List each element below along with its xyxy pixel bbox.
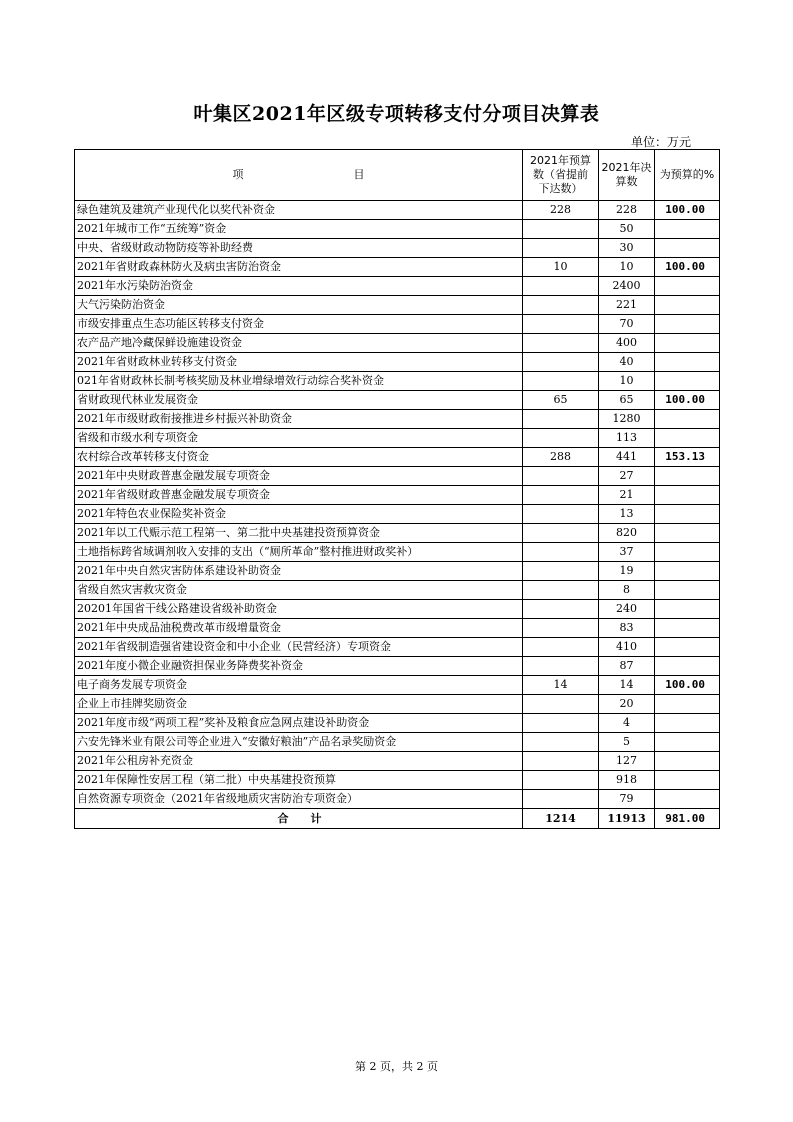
row-ratio — [655, 220, 720, 239]
table-row — [75, 790, 720, 809]
row-ratio — [655, 524, 720, 543]
row-ratio — [655, 486, 720, 505]
row-ratio — [655, 714, 720, 733]
row-ratio — [655, 562, 720, 581]
row-name: 中央、省级财政动物防疫等补助经费 — [75, 239, 523, 258]
row-ratio — [655, 277, 720, 296]
page-footer: 第 2 页，共 2 页 — [355, 1060, 438, 1073]
row-final: 13 — [599, 505, 655, 524]
total-label: 合 计 — [75, 809, 523, 829]
table-row — [75, 733, 720, 752]
row-name: 省财政现代林业发展资金 — [75, 391, 523, 410]
row-final: 113 — [599, 429, 655, 448]
row-budget: 288 — [523, 448, 599, 467]
row-budget — [523, 524, 599, 543]
row-ratio — [655, 505, 720, 524]
row-final: 87 — [599, 657, 655, 676]
row-final: 918 — [599, 771, 655, 790]
table-row — [75, 657, 720, 676]
row-budget — [523, 695, 599, 714]
row-budget — [523, 543, 599, 562]
row-ratio — [655, 733, 720, 752]
row-budget: 14 — [523, 676, 599, 695]
row-name: 2021年市级财政衔接推进乡村振兴补助资金 — [75, 410, 523, 429]
row-ratio — [655, 600, 720, 619]
row-name: 电子商务发展专项资金 — [75, 676, 523, 695]
row-budget — [523, 220, 599, 239]
row-ratio — [655, 372, 720, 391]
row-ratio: 153.13 — [655, 448, 720, 467]
row-name: 2021年特色农业保险奖补资金 — [75, 505, 523, 524]
row-name: 021年省财政林长制考核奖励及林业增绿增效行动综合奖补资金 — [75, 372, 523, 391]
row-ratio: 100.00 — [655, 676, 720, 695]
row-final: 27 — [599, 467, 655, 486]
table-row — [75, 315, 720, 334]
row-final: 4 — [599, 714, 655, 733]
row-ratio — [655, 619, 720, 638]
total-row — [75, 809, 720, 829]
row-name: 六安先锋米业有限公司等企业进入“安徽好粮油”产品名录奖励资金 — [75, 733, 523, 752]
row-budget — [523, 353, 599, 372]
table-row — [75, 543, 720, 562]
row-budget — [523, 657, 599, 676]
row-budget — [523, 600, 599, 619]
row-ratio — [655, 638, 720, 657]
row-ratio — [655, 695, 720, 714]
row-budget — [523, 733, 599, 752]
row-name: 2021年城市工作“五统筹”资金 — [75, 220, 523, 239]
table-row — [75, 410, 720, 429]
row-name: 2021年省财政林业转移支付资金 — [75, 353, 523, 372]
row-ratio — [655, 752, 720, 771]
table-row — [75, 505, 720, 524]
row-ratio — [655, 771, 720, 790]
row-name: 2021年省财政森林防火及病虫害防治资金 — [75, 258, 523, 277]
row-final: 65 — [599, 391, 655, 410]
row-name: 2021年公租房补充资金 — [75, 752, 523, 771]
row-name: 2021年中央自然灾害防体系建设补助资金 — [75, 562, 523, 581]
table-row — [75, 752, 720, 771]
row-name: 2021年省级财政普惠金融发展专项资金 — [75, 486, 523, 505]
table-row — [75, 714, 720, 733]
row-final: 221 — [599, 296, 655, 315]
row-ratio: 100.00 — [655, 391, 720, 410]
row-name: 企业上市挂牌奖励资金 — [75, 695, 523, 714]
header-budget: 2021年预算 数（省提前 下达数） — [523, 150, 599, 201]
table-row — [75, 239, 720, 258]
row-final: 228 — [599, 201, 655, 220]
row-budget — [523, 562, 599, 581]
row-budget — [523, 581, 599, 600]
row-ratio — [655, 581, 720, 600]
header-final: 2021年决 算数 — [599, 150, 655, 201]
row-final: 820 — [599, 524, 655, 543]
row-ratio — [655, 429, 720, 448]
row-final: 30 — [599, 239, 655, 258]
row-final: 8 — [599, 581, 655, 600]
row-ratio — [655, 410, 720, 429]
row-final: 40 — [599, 353, 655, 372]
row-budget — [523, 296, 599, 315]
row-budget — [523, 239, 599, 258]
table-header-row — [75, 150, 720, 201]
table-row — [75, 334, 720, 353]
row-ratio — [655, 657, 720, 676]
table-row — [75, 619, 720, 638]
row-name: 2021年中央成品油税费改革市级增量资金 — [75, 619, 523, 638]
row-budget — [523, 638, 599, 657]
row-name: 2021年以工代赈示范工程第一、第二批中央基建投资预算资金 — [75, 524, 523, 543]
total-final: 11913 — [599, 809, 655, 829]
row-ratio — [655, 353, 720, 372]
row-ratio: 100.00 — [655, 258, 720, 277]
row-name: 土地指标跨省域调剂收入安排的支出（“厕所革命”整村推进财政奖补） — [75, 543, 523, 562]
row-name: 大气污染防治资金 — [75, 296, 523, 315]
table-row — [75, 676, 720, 695]
table-row — [75, 201, 720, 220]
table-row — [75, 391, 720, 410]
row-final: 79 — [599, 790, 655, 809]
row-budget — [523, 790, 599, 809]
table-row — [75, 467, 720, 486]
row-budget — [523, 372, 599, 391]
row-budget — [523, 771, 599, 790]
table-row — [75, 277, 720, 296]
row-name: 2021年度小微企业融资担保业务降费奖补资金 — [75, 657, 523, 676]
row-budget: 10 — [523, 258, 599, 277]
row-final: 441 — [599, 448, 655, 467]
header-ratio: 为预算的% — [655, 150, 720, 201]
table-row — [75, 258, 720, 277]
row-ratio — [655, 239, 720, 258]
table-row — [75, 296, 720, 315]
row-final: 1280 — [599, 410, 655, 429]
row-name: 2021年度市级“两项工程”奖补及粮食应急网点建设补助资金 — [75, 714, 523, 733]
row-name: 市级安排重点生态功能区转移支付资金 — [75, 315, 523, 334]
row-budget — [523, 619, 599, 638]
row-budget — [523, 752, 599, 771]
row-budget — [523, 410, 599, 429]
table-row — [75, 372, 720, 391]
row-budget — [523, 486, 599, 505]
row-name: 农产品产地冷藏保鲜设施建设资金 — [75, 334, 523, 353]
row-final: 400 — [599, 334, 655, 353]
row-final: 19 — [599, 562, 655, 581]
row-final: 50 — [599, 220, 655, 239]
row-budget — [523, 467, 599, 486]
row-budget — [523, 277, 599, 296]
row-name: 20201年国省干线公路建设省级补助资金 — [75, 600, 523, 619]
row-final: 20 — [599, 695, 655, 714]
row-final: 83 — [599, 619, 655, 638]
row-name: 绿色建筑及建筑产业现代化以奖代补资金 — [75, 201, 523, 220]
row-budget: 228 — [523, 201, 599, 220]
unit-label: 单位：万元 — [630, 135, 691, 149]
row-final: 127 — [599, 752, 655, 771]
budget-table — [74, 149, 720, 829]
table-row — [75, 429, 720, 448]
total-budget: 1214 — [523, 809, 599, 829]
row-budget — [523, 315, 599, 334]
row-final: 70 — [599, 315, 655, 334]
row-budget — [523, 505, 599, 524]
row-name: 自然资源专项资金（2021年省级地质灾害防治专项资金） — [75, 790, 523, 809]
table-row — [75, 600, 720, 619]
table-row — [75, 486, 720, 505]
row-ratio — [655, 315, 720, 334]
row-final: 240 — [599, 600, 655, 619]
table-row — [75, 695, 720, 714]
table-row — [75, 353, 720, 372]
row-name: 省级和市级水利专项资金 — [75, 429, 523, 448]
table-row — [75, 581, 720, 600]
row-ratio — [655, 543, 720, 562]
table-row — [75, 562, 720, 581]
header-item: 项 目 — [75, 150, 523, 201]
row-budget: 65 — [523, 391, 599, 410]
row-final: 10 — [599, 372, 655, 391]
row-ratio — [655, 790, 720, 809]
page-title: 叶集区2021年区级专项转移支付分项目决算表 — [193, 103, 600, 125]
table-row — [75, 771, 720, 790]
row-ratio — [655, 467, 720, 486]
table-row — [75, 448, 720, 467]
row-name: 2021年水污染防治资金 — [75, 277, 523, 296]
row-budget — [523, 714, 599, 733]
row-name: 省级自然灾害救灾资金 — [75, 581, 523, 600]
table-row — [75, 638, 720, 657]
table-row — [75, 524, 720, 543]
row-budget — [523, 429, 599, 448]
row-final: 2400 — [599, 277, 655, 296]
row-final: 5 — [599, 733, 655, 752]
table-row — [75, 220, 720, 239]
row-final: 21 — [599, 486, 655, 505]
total-ratio: 981.00 — [655, 809, 720, 829]
row-final: 410 — [599, 638, 655, 657]
row-ratio — [655, 334, 720, 353]
row-name: 2021年中央财政普惠金融发展专项资金 — [75, 467, 523, 486]
row-name: 农村综合改革转移支付资金 — [75, 448, 523, 467]
row-ratio — [655, 296, 720, 315]
row-budget — [523, 334, 599, 353]
row-name: 2021年保障性安居工程（第二批）中央基建投资预算 — [75, 771, 523, 790]
row-final: 14 — [599, 676, 655, 695]
row-ratio: 100.00 — [655, 201, 720, 220]
row-name: 2021年省级制造强省建设资金和中小企业（民营经济）专项资金 — [75, 638, 523, 657]
row-final: 10 — [599, 258, 655, 277]
row-final: 37 — [599, 543, 655, 562]
